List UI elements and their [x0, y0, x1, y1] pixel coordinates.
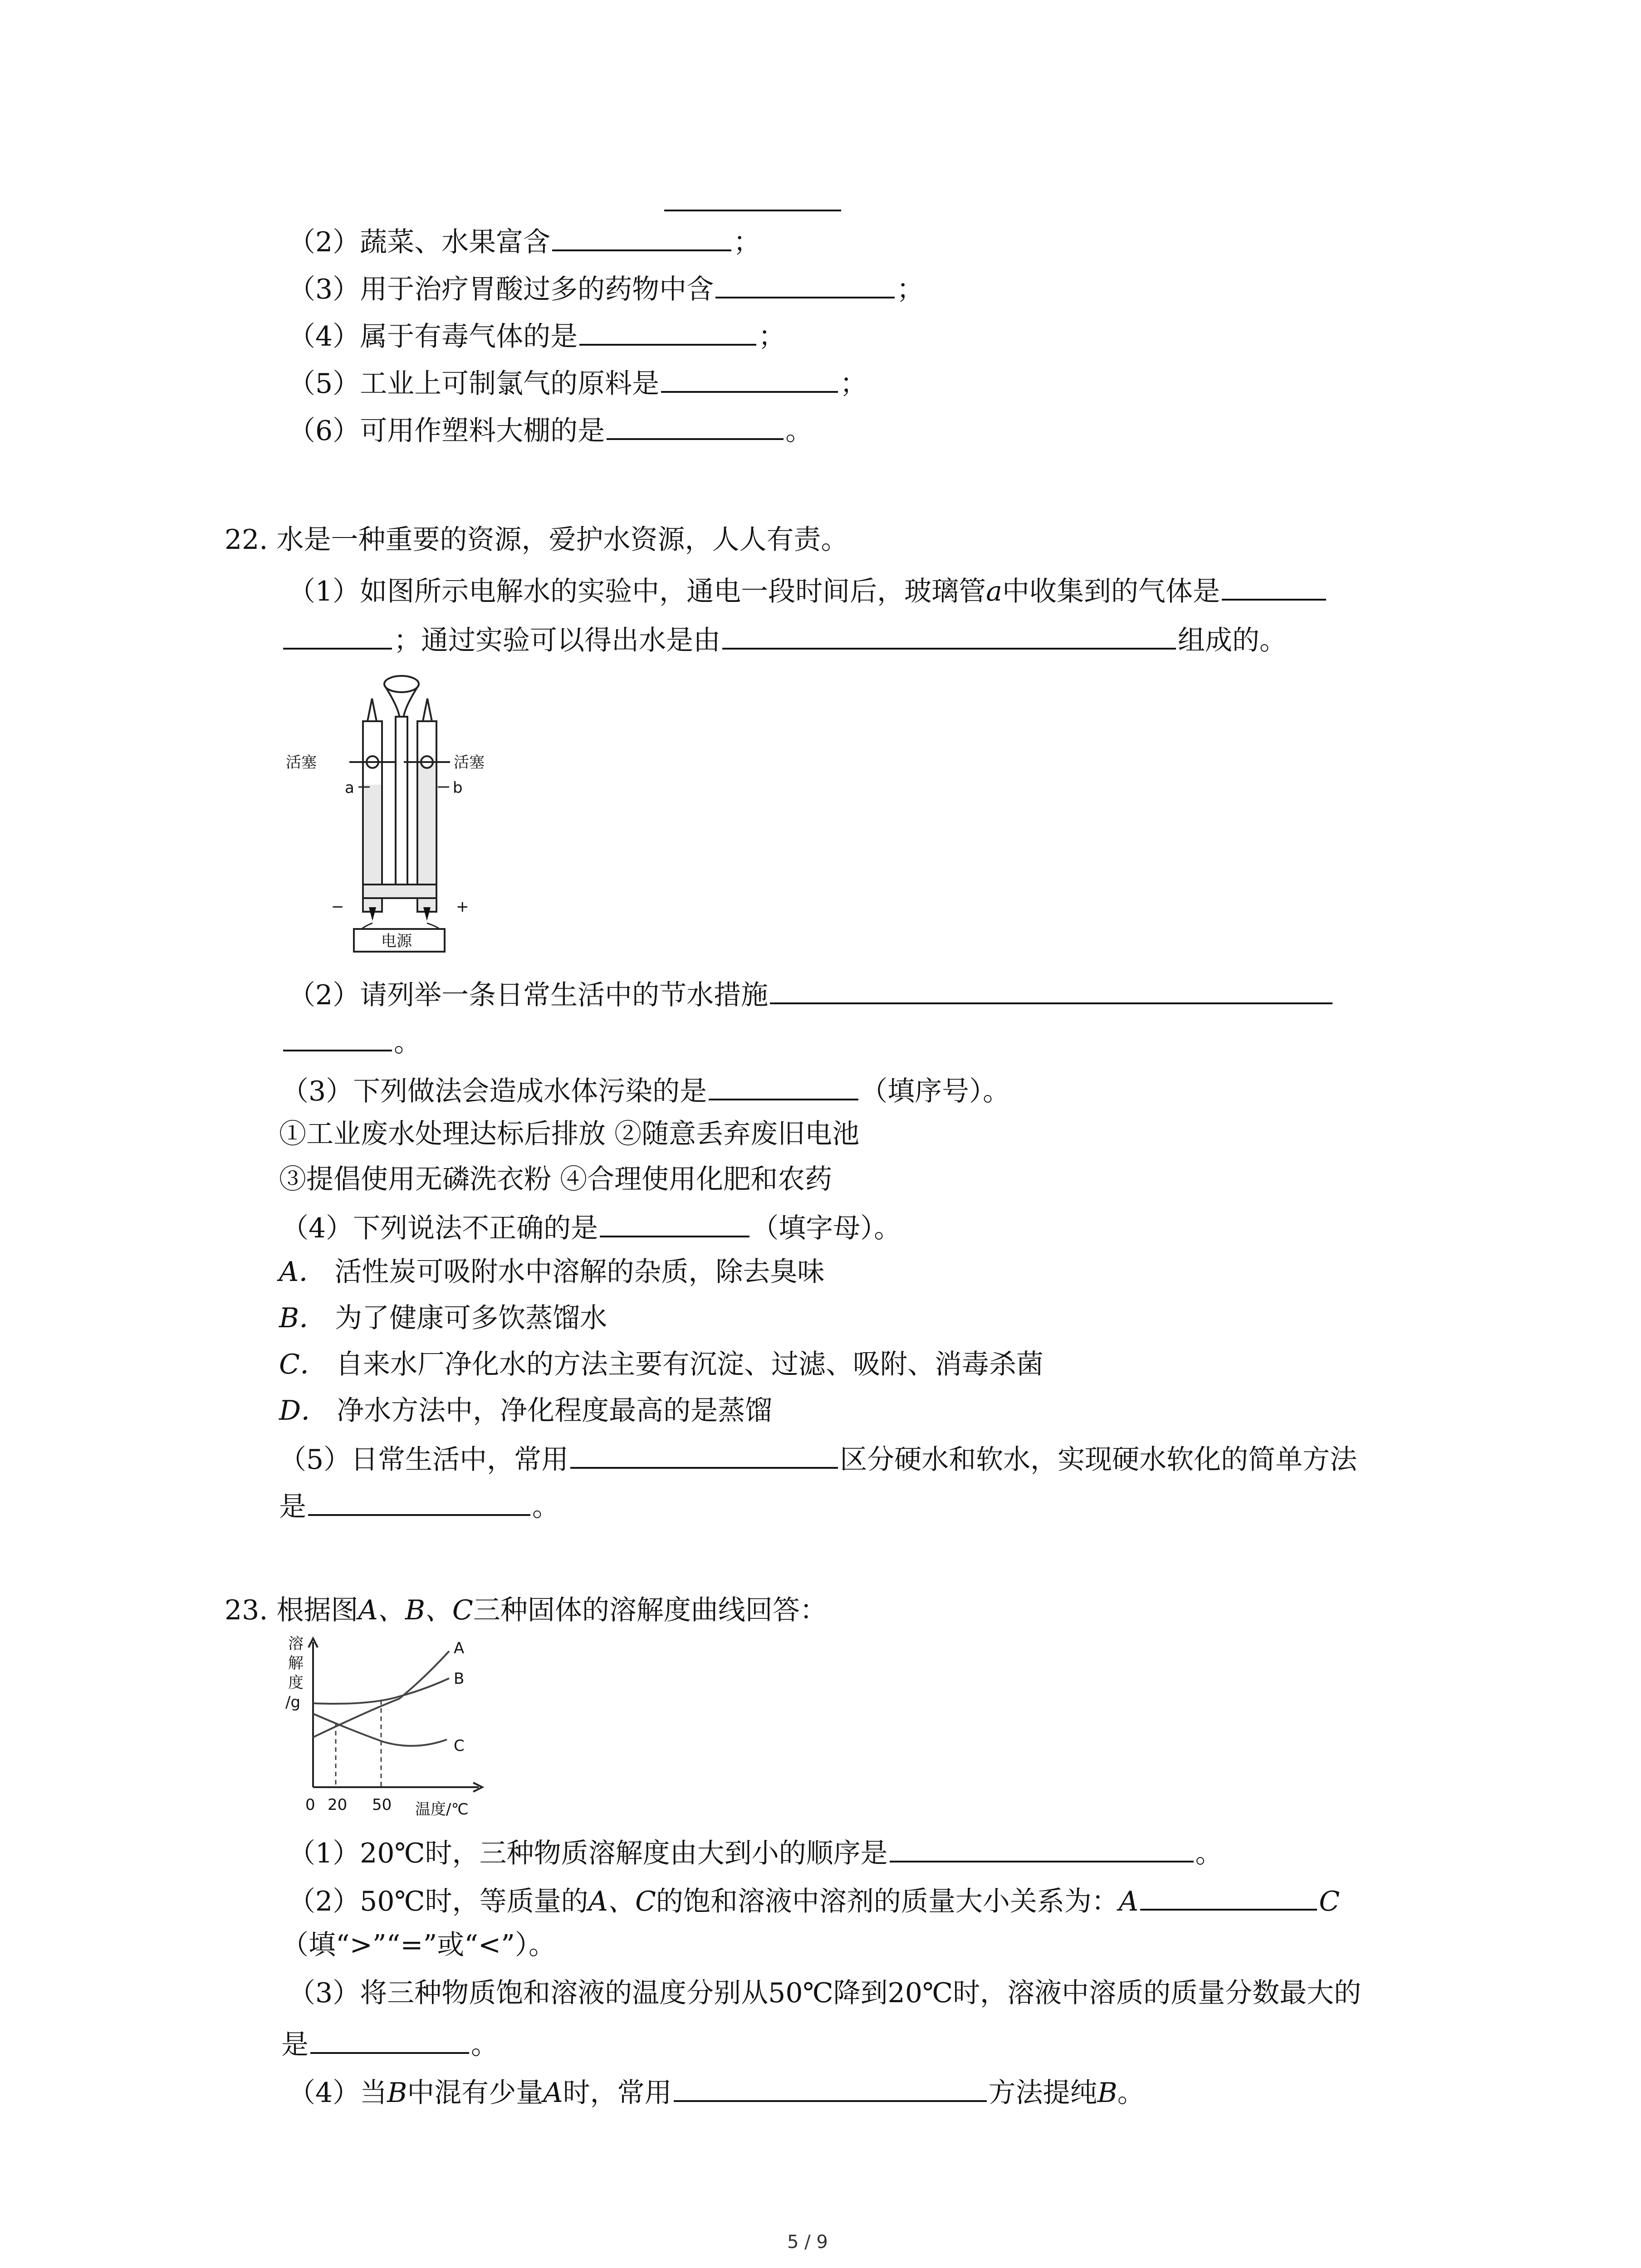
stopcock-right-label: 活塞: [454, 753, 485, 772]
minus-terminal: −: [331, 898, 344, 916]
answer-blank[interactable]: [1222, 571, 1326, 601]
answer-blank[interactable]: [579, 316, 756, 346]
q22-option-d: D． 净水方法中，净化程度最高的是蒸馏: [279, 1395, 773, 1427]
answer-blank[interactable]: [308, 1486, 530, 1516]
q23-part3: （3）将三种物质饱和溶液的温度分别从50℃降到20℃时，溶液中溶质的质量分数最大的: [288, 1977, 1362, 2009]
q22-part5-cont: 是 。: [279, 1486, 559, 1525]
stopcock-left-label: 活塞: [286, 753, 317, 772]
q22-option-b: B． 为了健康可多饮蒸馏水: [279, 1302, 607, 1334]
q21-item-3: （3）用于治疗胃酸过多的药物中含 ；: [288, 269, 924, 308]
answer-blank[interactable]: [722, 620, 1176, 650]
y-axis-label-2: 解: [288, 1654, 304, 1672]
electrolysis-apparatus-figure: [281, 671, 517, 953]
answer-blank[interactable]: [890, 1833, 1194, 1862]
x-tick-0: 0: [305, 1796, 315, 1814]
answer-blank[interactable]: [1140, 1881, 1317, 1911]
answer-blank[interactable]: [310, 2024, 469, 2054]
solubility-curve-chart: [279, 1633, 488, 1823]
q21-item-2: （2）蔬菜、水果富含 ；: [288, 221, 760, 260]
answer-blank[interactable]: [674, 2072, 987, 2102]
answer-blank[interactable]: [283, 620, 392, 650]
y-axis-label-3: 度: [288, 1674, 304, 1692]
series-label-a: A: [454, 1639, 465, 1657]
answer-blank[interactable]: [552, 221, 731, 251]
answer-blank[interactable]: [600, 1207, 749, 1237]
q23-part3-cont: 是 。: [281, 2024, 498, 2063]
q22-part3-options-2: ③提倡使用无磷洗衣粉 ④合理使用化肥和农药: [279, 1163, 833, 1195]
q23-part2: （2）50℃时，等质量的A、C的饱和溶液中溶剂的质量大小关系为：A C: [288, 1881, 1340, 1920]
curve-b: [313, 1678, 449, 1704]
tube-b-label: b: [453, 779, 463, 797]
q22-part5: （5）日常生活中，常用 区分硬水和软水，实现硬水软化的简单方法: [279, 1439, 1357, 1478]
answer-blank[interactable]: [709, 1070, 858, 1100]
q22-part3-options-1: ①工业废水处理达标后排放 ②随意丢弃废旧电池: [279, 1118, 860, 1150]
q21-item-6: （6）可用作塑料大棚的是 。: [288, 410, 813, 449]
y-axis-label-1: 溶: [288, 1635, 304, 1653]
q23-part4: （4）当B中混有少量A时，常用 方法提纯B。: [288, 2072, 1145, 2111]
curve-c: [313, 1714, 447, 1746]
x-tick-20: 20: [328, 1796, 348, 1814]
tube-a-label: a: [345, 779, 354, 797]
q22-part2-cont: 。: [281, 1022, 421, 1061]
q21-item-4: （4）属于有毒气体的是 ；: [288, 316, 785, 355]
y-axis-label-4: /g: [285, 1693, 301, 1711]
q22-part3: （3）下列做法会造成水体污染的是 （填序号）。: [281, 1070, 1010, 1110]
question-number: 22.: [225, 524, 268, 556]
q22-part1-cont: ；通过实验可以得出水是由 组成的。: [281, 620, 1287, 659]
curve-a: [313, 1651, 449, 1737]
q22-option-a: A． 活性炭可吸附水中溶解的杂质，除去臭味: [279, 1256, 825, 1288]
q22-option-c: C． 自来水厂净化水的方法主要有沉淀、过滤、吸附、消毒杀菌: [279, 1349, 1043, 1380]
answer-blank-carryover[interactable]: [662, 181, 843, 220]
question-number: 23.: [225, 1594, 268, 1626]
q22-part2: （2）请列举一条日常生活中的节水措施: [288, 974, 1334, 1013]
power-source-label: 电源: [381, 932, 412, 950]
page-number: 5 / 9: [787, 2232, 828, 2253]
q22-part1: （1）如图所示电解水的实验中，通电一段时间后，玻璃管a中收集到的气体是: [288, 571, 1328, 610]
q22-stem: 22. 水是一种重要的资源，爱护水资源，人人有责。: [225, 524, 848, 556]
answer-blank[interactable]: [715, 269, 895, 298]
q23-part1: （1）20℃时，三种物质溶解度由大到小的顺序是 。: [288, 1833, 1223, 1872]
answer-blank[interactable]: [661, 363, 838, 393]
answer-blank[interactable]: [570, 1439, 838, 1469]
series-label-c: C: [454, 1737, 465, 1755]
q22-part4: （4）下列说法不正确的是 （填字母）。: [281, 1207, 901, 1246]
answer-blank[interactable]: [283, 1022, 392, 1051]
x-axis-label: 温度/℃: [415, 1800, 469, 1818]
plus-terminal: +: [456, 898, 469, 916]
answer-blank[interactable]: [770, 974, 1332, 1004]
q23-stem: 23. 根据图A、B、C三种固体的溶解度曲线回答：: [225, 1594, 827, 1626]
q21-item-5: （5）工业上可制氯气的原料是 ；: [288, 363, 867, 402]
q23-part2-cont: （填“>”“=”或“<”）。: [281, 1929, 556, 1961]
x-tick-50: 50: [372, 1796, 392, 1814]
answer-blank[interactable]: [607, 410, 784, 440]
series-label-b: B: [454, 1670, 465, 1688]
